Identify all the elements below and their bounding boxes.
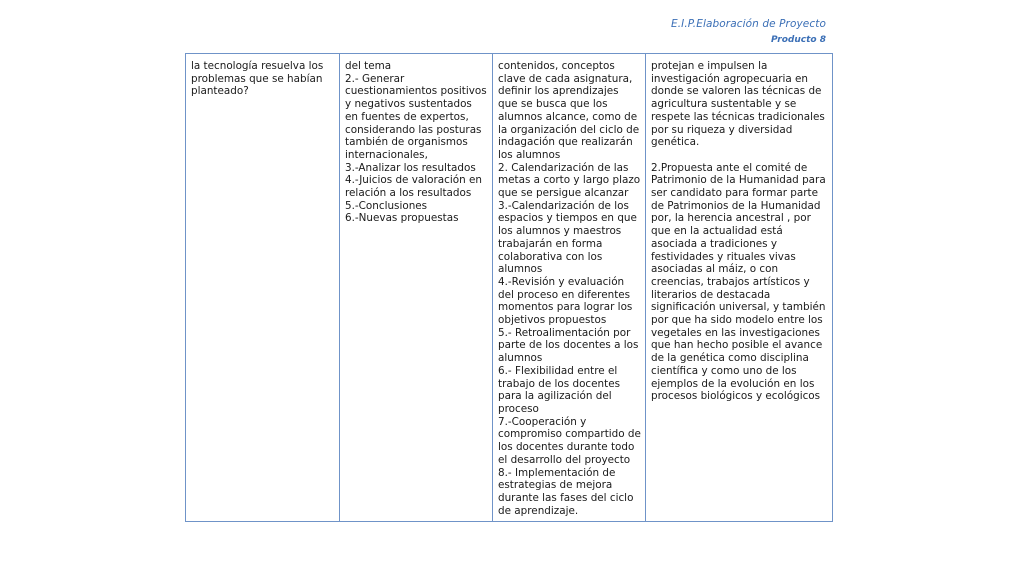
- table-cell-steps: del tema 2.- Generar cuestionamientos positivos y negativos sustentados en fuentes de expertos, considerando las posturas también de organismos internacionales, 3.-Analizar los resultados 4.-Juicios de valoración en relación a los resultados 5.-Conclusiones 6.-Nuevas propuestas: [340, 54, 493, 522]
- table-row: [186, 54, 833, 522]
- content-table: [185, 53, 833, 522]
- header-subtitle: Producto 8: [770, 35, 826, 45]
- table-cell-planning: contenidos, conceptos clave de cada asignatura, definir los aprendizajes que se busca que los alumnos alcance, como de la organización del ciclo de indagación que realizarán los alumnos 2. Calendarización de las metas a corto y largo plazo que se persigue alcanzar 3.-Calendarización de los espacios y tiempos en que los alumnos y maestros trabajarán en forma colaborativa con los alumnos 4.-Revisión y evaluación del proceso en diferentes momentos para lograr los objetivos propuestos 5.- Retroalimentación por parte de los docentes a los alumnos 6.- Flexibilidad entre el trabajo de los docentes para la agilización del proceso 7.-Cooperación y compromiso compartido de los docentes durante todo el desarrollo del proyecto 8.- Implementación de estrategias de mejora durante las fases del ciclo de aprendizaje.: [493, 54, 646, 522]
- header-title: E.I.P.Elaboración de Proyecto: [671, 18, 826, 30]
- table-cell-question: la tecnología resuelva los problemas que se habían planteado?: [186, 54, 340, 522]
- table-cell-proposals: protejan e impulsen la investigación agropecuaria en donde se valoren las técnicas de agricultura sustentable y se respete las técnicas tradicionales por su riqueza y diversidad genética. 2.Propuesta ante el comité de Patrimonio de la Humanidad para ser candidato para formar parte de Patrimonios de la Humanidad por, la herencia ancestral , por que en la actualidad está asociada a tradiciones y festividades y rituales vivas asociadas al máiz, o con creencias, trabajos artísticos y literarios de destacada significación universal, y también por que ha sido modelo entre los vegetales en las investigaciones que han hecho posible el avance de la genética como disciplina científica y como uno de los ejemplos de la evolución en los procesos biológicos y ecológicos: [646, 54, 833, 522]
